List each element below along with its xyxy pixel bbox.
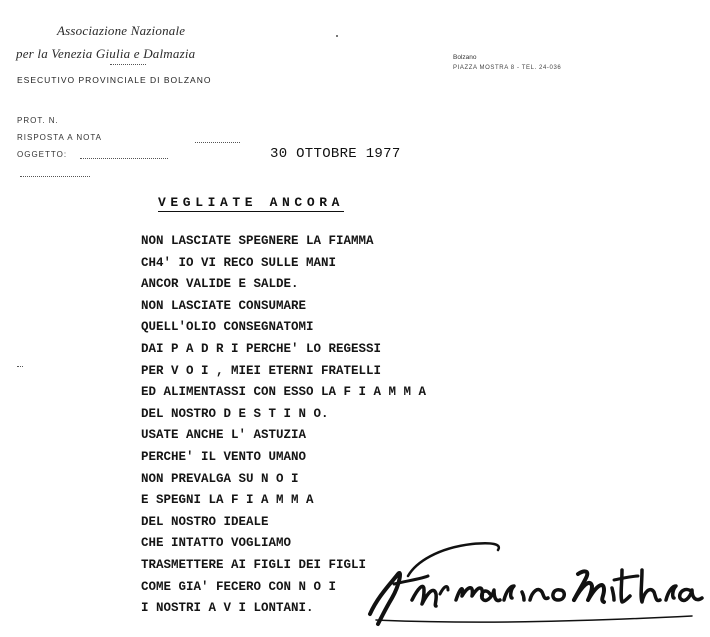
poem-line: NON PREVALGA SU N O I [141, 471, 299, 486]
paper-speck [336, 35, 338, 37]
executive-heading: ESECUTIVO PROVINCIALE DI BOLZANO [17, 75, 212, 85]
poem-line: CHE INTATTO VOGLIAMO [141, 536, 292, 551]
poem-line: PER V O I , MIEI ETERNI FRATELLI [141, 363, 382, 378]
poem-line: E SPEGNI LA F I A M M A [141, 493, 314, 508]
poem-line: CH4' IO VI RECO SULLE MANI [141, 255, 337, 270]
poem-line: NON LASCIATE CONSUMARE [141, 298, 307, 313]
reply-fill-line [195, 142, 240, 143]
poem-line: DEL NOSTRO D E S T I N O. [141, 406, 329, 421]
poem-line: USATE ANCHE L' ASTUZIA [141, 428, 307, 443]
reply-reference-label: RISPOSTA A NOTA [17, 133, 102, 142]
poem-line: DAI P A D R I PERCHE' LO REGESSI [141, 341, 382, 356]
poem-line: TRASMETTERE AI FIGLI DEI FIGLI [141, 557, 367, 572]
poem-line: I NOSTRI A V I LONTANI. [141, 601, 314, 616]
poem-line: NON LASCIATE SPEGNERE LA FIAMMA [141, 234, 374, 248]
subject-fill-line-2 [20, 176, 90, 177]
poem-line: ANCOR VALIDE E SALDE. [141, 277, 299, 292]
poem-title: VEGLIATE ANCORA [158, 195, 345, 210]
address-line: PIAZZA MOSTRA 8 - TEL. 24-036 [453, 65, 562, 71]
handwritten-signature [352, 540, 710, 637]
signature-strokes [370, 543, 702, 624]
letterhead-divider [110, 64, 146, 65]
poem-line: ED ALIMENTASSI CON ESSO LA F I A M M A [141, 385, 427, 400]
poem-line: COME GIA' FECERO CON N O I [141, 579, 337, 594]
poem-line: DEL NOSTRO IDEALE [141, 514, 269, 529]
org-name-line-2: per la Venezia Giulia e Dalmazia [16, 46, 196, 61]
margin-mark [17, 366, 23, 367]
poem-line: PERCHE' IL VENTO UMANO [141, 449, 307, 464]
poem-line: QUELL'OLIO CONSEGNATOMI [141, 320, 314, 335]
subject-fill-line [80, 158, 168, 159]
org-name-line-1: Associazione Nazionale [57, 23, 186, 38]
address-city: Bolzano [453, 54, 477, 61]
subject-label: OGGETTO: [17, 150, 68, 159]
protocol-number-label: PROT. N. [17, 116, 59, 125]
letter-date: 30 OTTOBRE 1977 [270, 146, 401, 162]
